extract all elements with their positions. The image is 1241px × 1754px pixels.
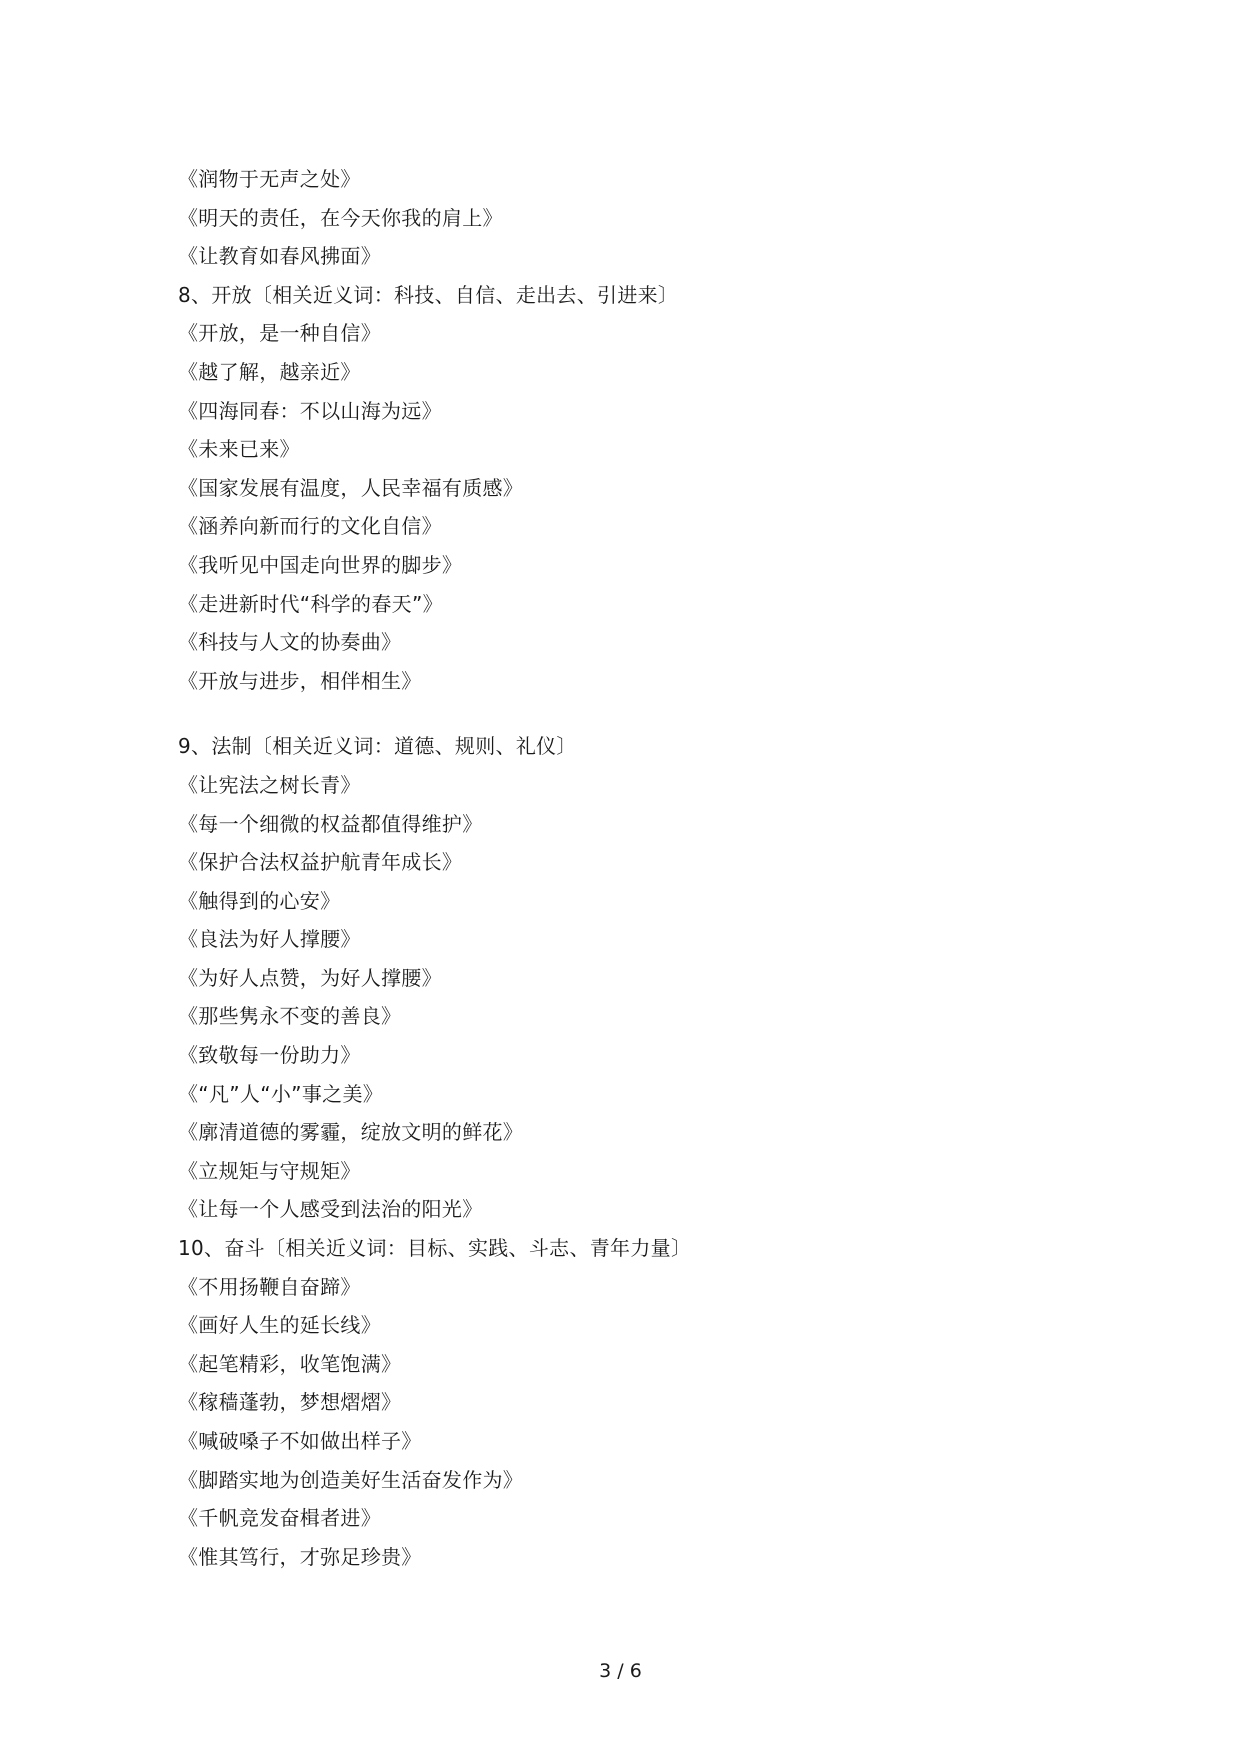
page-content xyxy=(178,160,1078,1576)
list-item: 《那些隽永不变的善良》 xyxy=(178,1004,402,1029)
section-heading: 10、奋斗〔相关近义词：目标、实践、斗志、青年力量〕 xyxy=(178,1236,692,1261)
section-spacer xyxy=(178,700,1078,727)
section-heading: 9、法制〔相关近义词：道德、规则、礼仪〕 xyxy=(178,734,577,759)
list-item: 《脚踏实地为创造美好生活奋发作为》 xyxy=(178,1467,524,1492)
list-item: 《稼穑蓬勃，梦想熠熠》 xyxy=(178,1390,402,1415)
list-item: 《廓清道德的雾霾，绽放文明的鲜花》 xyxy=(178,1120,524,1145)
list-item: 《润物于无声之处》 xyxy=(178,167,361,191)
page-number: 3 / 6 xyxy=(599,1660,642,1682)
list-item: 《国家发展有温度，人民幸福有质感》 xyxy=(178,475,524,500)
list-item: 《惟其笃行，才弥足珍贵》 xyxy=(178,1544,422,1569)
list-item: 《保护合法权益护航青年成长》 xyxy=(178,850,463,875)
list-item: 《不用扬鞭自奋蹄》 xyxy=(178,1274,361,1299)
list-item: 《涵养向新而行的文化自信》 xyxy=(178,514,442,539)
list-item: 《每一个细微的权益都值得维护》 xyxy=(178,811,483,836)
list-item: 《为好人点赞，为好人撑腰》 xyxy=(178,965,442,990)
list-item: 《开放与进步，相伴相生》 xyxy=(178,668,422,693)
list-item: 《开放，是一种自信》 xyxy=(178,321,381,346)
list-item: 《我听见中国走向世界的脚步》 xyxy=(178,552,463,577)
section-heading: 8、开放〔相关近义词：科技、自信、走出去、引进来〕 xyxy=(178,282,679,307)
list-item: 《触得到的心安》 xyxy=(178,888,341,913)
list-item: 《走进新时代“科学的春天”》 xyxy=(178,591,443,616)
list-item: 《科技与人文的协奏曲》 xyxy=(178,630,402,655)
list-item: 《画好人生的延长线》 xyxy=(178,1313,381,1338)
list-item: 《致敬每一份助力》 xyxy=(178,1043,361,1068)
list-item: 《让教育如春风拂面》 xyxy=(178,244,381,269)
list-item: 《明天的责任，在今天你我的肩上》 xyxy=(178,205,503,230)
list-item: 《千帆竞发奋楫者进》 xyxy=(178,1506,381,1531)
list-item: 《让每一个人感受到法治的阳光》 xyxy=(178,1197,483,1222)
list-item: 《四海同春：不以山海为远》 xyxy=(178,398,442,423)
list-item: 《“凡”人“小”事之美》 xyxy=(178,1081,384,1106)
list-item: 《越了解，越亲近》 xyxy=(178,359,361,384)
list-item: 《喊破嗓子不如做出样子》 xyxy=(178,1429,422,1453)
list-item: 《立规矩与守规矩》 xyxy=(178,1158,361,1183)
list-item: 《未来已来》 xyxy=(178,437,300,462)
list-item: 《让宪法之树长青》 xyxy=(178,772,361,797)
list-item: 《起笔精彩，收笔饱满》 xyxy=(178,1351,402,1376)
list-item: 《良法为好人撑腰》 xyxy=(178,927,361,952)
